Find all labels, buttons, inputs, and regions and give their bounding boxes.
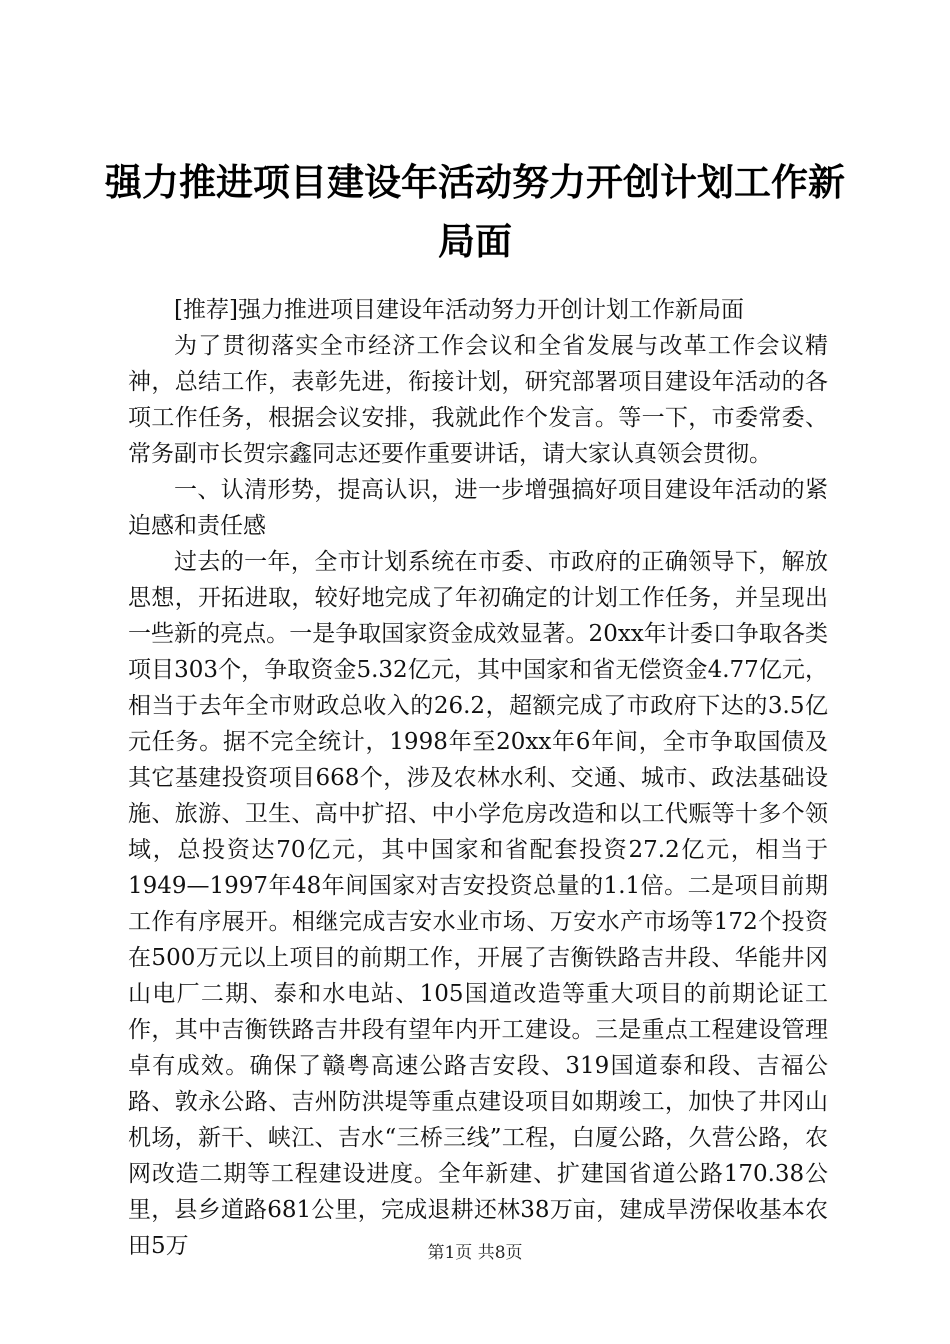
document-body — [128, 292, 828, 1264]
document-title-line-1: 强力推进项目建设年活动努力开创计划工作新 — [105, 161, 845, 204]
paragraph-recommend: [推荐]强力推进项目建设年活动努力开创计划工作新局面 — [174, 297, 744, 323]
page-footer: 第1页 共8页 — [427, 1243, 523, 1263]
paragraph-review: 过去的一年，全市计划系统在市委、市政府的正确领导下，解放思想，开拓进取，较好地完成了年初确定的计划工作任务，并呈现出一些新的亮点。一是争取国家资金成效显著。20xx年计委口争取各类项目303个，争取资金5.32亿元，其中国家和省无偿资金4.77亿元，相当于去年全市财政总收入的26.2，超额完成了市政府下达的3.5亿元任务。据不完全统计，1998年至20xx年6年间，全市争取国债及其它基建投资项目668个，涉及农林水利、交通、城市、政法基础设施、旅游、卫生、高中扩招、中小学危房改造和以工代赈等十多个领域，总投资达70亿元，其中国家和省配套投资27.2亿元，相当于1949—1997年48年间国家对吉安投资总量的1.1倍。二是项目前期工作有序展开。相继完成吉安水业市场、万安水产市场等172个投资在500万元以上项目的前期工作，开展了吉衡铁路吉井段、华能井冈山电厂二期、泰和水电站、105国道改造等重大项目的前期论证工作，其中吉衡铁路吉井段有望年内开工建设。三是重点工程建设管理卓有成效。确保了赣粤高速公路吉安段、319国道泰和段、吉福公路、敦永公路、吉州防洪堤等重点建设项目如期竣工，加快了井冈山机场，新干、峡江、吉水“三桥三线”工程，白厦公路，久营公路，农网改造二期等工程建设进度。全年新建、扩建国省道公路170.38公里，县乡道路681公里，完成退耕还林38万亩，建成旱涝保收基本农田5万 — [128, 549, 828, 1259]
section-heading-1: 一、认清形势，提高认识，进一步增强搞好项目建设年活动的紧迫感和责任感 — [128, 477, 828, 539]
paragraph-intro: 为了贯彻落实全市经济工作会议和全省发展与改革工作会议精神，总结工作，表彰先进，衔接计划，研究部署项目建设年活动的各项工作任务，根据会议安排，我就此作个发言。等一下，市委常委、常务副市长贺宗鑫同志还要作重要讲话，请大家认真领会贯彻。 — [128, 333, 828, 467]
document-title-line-2: 局面 — [438, 220, 512, 263]
